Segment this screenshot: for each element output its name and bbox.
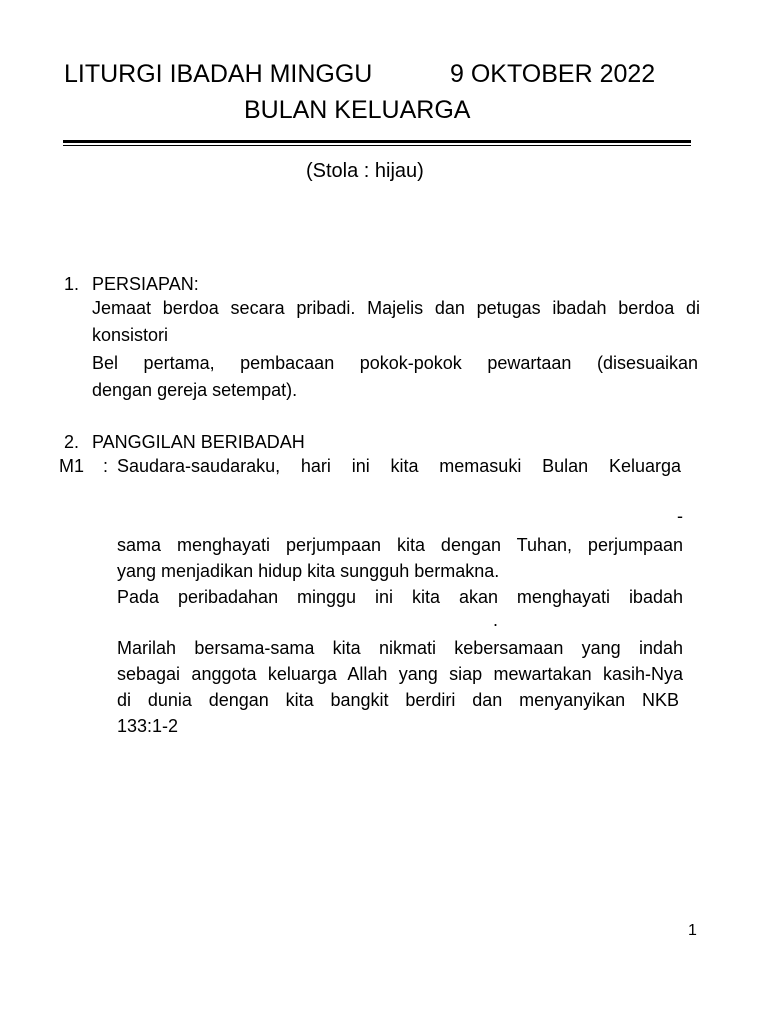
section-1-para2-line1: Bel pertama, pembacaan pokok-pokok pewartaan (disesuaikan [92, 353, 698, 373]
stola-note: (Stola : hijau) [306, 160, 424, 182]
section-2-line4: Pada peribadahan minggu ini kita akan menghayati ibadah [117, 587, 683, 607]
header-rule-thin [63, 145, 691, 146]
section-2-line1: Saudara-saudaraku, hari ini kita memasuki Bulan Keluarga [117, 456, 681, 476]
section-1-para1-line1: Jemaat berdoa secara pribadi. Majelis dan petugas ibadah berdoa di [92, 298, 700, 318]
section-1-heading: PERSIAPAN: [92, 274, 199, 294]
section-2-line8: 133:1-2 [117, 716, 179, 736]
section-2-line6: sebagai anggota keluarga Allah yang siap mewartakan kasih-Nya [117, 664, 683, 684]
section-2-line3: yang menjadikan hidup kita sungguh bermakna. [117, 561, 500, 581]
page-number: 1 [688, 922, 697, 939]
section-2-line5: Marilah bersama-sama kita nikmati kebersamaan yang indah [117, 638, 683, 658]
section-2-dash: - [677, 506, 683, 526]
document-subtitle: BULAN KELUARGA [244, 96, 471, 124]
section-2-dot: . [493, 610, 499, 630]
section-2-line7: di dunia dengan kita bangkit berdiri dan menyanyikan NKB [117, 690, 679, 710]
section-2-heading: PANGGILAN BERIBADAH [92, 432, 305, 452]
section-1-para2-line2: dengan gereja setempat). [92, 380, 298, 400]
document-date: 9 OKTOBER 2022 [450, 60, 656, 88]
speaker-label: M1 [59, 456, 85, 476]
document-title: LITURGI IBADAH MINGGU [64, 60, 373, 88]
header-rule-thick [63, 140, 691, 143]
section-1-para1-line2: konsistori [92, 325, 169, 345]
section-2-line2: sama menghayati perjumpaan kita dengan Tuhan, perjumpaan [117, 535, 683, 555]
section-1-number: 1. [64, 274, 80, 294]
section-2-number: 2. [64, 432, 80, 452]
speaker-colon: : [103, 456, 109, 476]
